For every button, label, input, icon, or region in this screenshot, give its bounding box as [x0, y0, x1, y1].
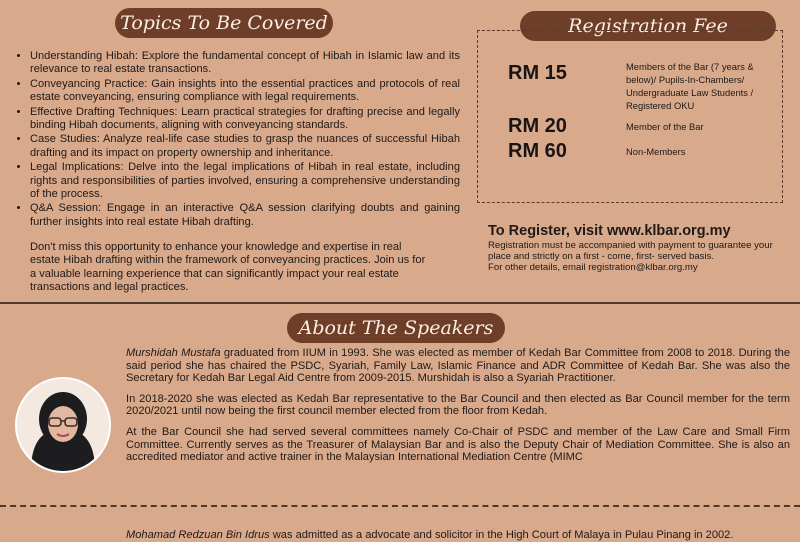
list-item: • Q&A Session: Engage in an interactive Q&A session clarifying doubts and gaining further insights into real estate Hibah drafting. — [30, 202, 460, 229]
fee-amount: RM 20 — [508, 115, 567, 137]
list-item: • Effective Drafting Techniques: Learn practical strategies for drafting precise and legally binding Hibah documents, aligning with conveyancing standards. — [30, 106, 460, 133]
speaker-name: Murshidah Mustafa — [126, 347, 221, 359]
register-note: Registration must be accompanied with payment to guarantee your place and strictly on a first - come, first- served basis. — [488, 240, 773, 262]
register-heading[interactable]: To Register, visit www.klbar.org.my — [488, 223, 731, 239]
speakers-heading-text: About The Speakers — [298, 317, 494, 339]
bio-text: graduated from IIUM in 1993. She was elected as member of Kedah Bar Committee from 2008 to 2018. During the said period she has chaired the PSDC, Syariah, Family Law, Islamic Finance and ADR Committee of Kedah Bar. She was also the Secretary for Kedah Bar Legal Aid Centre from 2009-2015. Murshidah is also a Syariah Practitioner. — [126, 347, 790, 385]
fee-description: Non-Members — [626, 146, 686, 157]
speaker-name: Mohamad Redzuan Bin Idrus — [126, 529, 270, 541]
speaker-divider — [0, 505, 800, 507]
topics-heading — [115, 8, 333, 38]
bio-paragraph: In 2018-2020 she was elected as Kedah Bar representative to the Bar Council and then elected as Bar Council member for the term 2020/2021 until now being the first council member elected from the floor from Kedah. — [126, 392, 790, 418]
speaker-avatar — [15, 377, 111, 473]
closing-paragraph: Don't miss this opportunity to enhance your knowledge and expertise in real estate Hibah drafting within the framework of conveyancing practices. Join us for a valuable learning experience that can significantly impact your real estate transactions and legal practices. — [30, 241, 426, 294]
register-info — [488, 223, 794, 273]
fee-amount: RM 15 — [508, 62, 567, 84]
fee-box — [477, 30, 783, 203]
fee-heading-text: Registration Fee — [568, 15, 728, 37]
section-divider — [0, 302, 800, 304]
fee-description: Member of the Bar — [626, 121, 704, 132]
fee-amount: RM 60 — [508, 140, 567, 162]
speaker-bio — [126, 347, 790, 472]
list-item: • Understanding Hibah: Explore the fundamental concept of Hibah in Islamic law and its relevance to real estate transactions. — [30, 50, 460, 77]
fee-description: Members of the Bar (7 years & below)/ Pupils-In-Chambers/ Undergraduate Law Students / Registered OKU — [626, 61, 754, 111]
list-item: • Case Studies: Analyze real-life case studies to grasp the nuances of successful Hibah drafting and its impact on property ownership and inheritance. — [30, 133, 460, 160]
bio-paragraph: At the Bar Council she had served several committees namely Co-Chair of PSDC and member of the Law Care and Small Firm Committee. Currently serves as the Treasurer of Malaysian Bar and is also the Deputy Chair of Mediation Committee. She is also an accredited mediator and active trainer in the Malaysian International Mediation Centre (MIMC — [126, 425, 790, 464]
bio-text: was admitted as a advocate and solicitor in the High Court of Malaya in Pulau Pinang in 2002. — [269, 529, 734, 541]
topics-list — [14, 50, 460, 230]
list-item: • Legal Implications: Delve into the legal implications of Hibah in real estate, including rights and responsibilities of parties involved, ensuring a comprehensive understanding of the process. — [30, 161, 460, 201]
speaker-portrait-icon — [17, 379, 109, 471]
topics-heading-text: Topics To Be Covered — [120, 12, 328, 34]
speakers-heading — [287, 313, 505, 343]
bio-paragraph — [126, 347, 790, 385]
register-email[interactable]: For other details, email registration@klbar.org.my — [488, 262, 698, 273]
list-item: • Conveyancing Practice: Gain insights into the essential practices and protocols of real estate conveyancing, ensuring compliance with legal requirements. — [30, 78, 460, 105]
